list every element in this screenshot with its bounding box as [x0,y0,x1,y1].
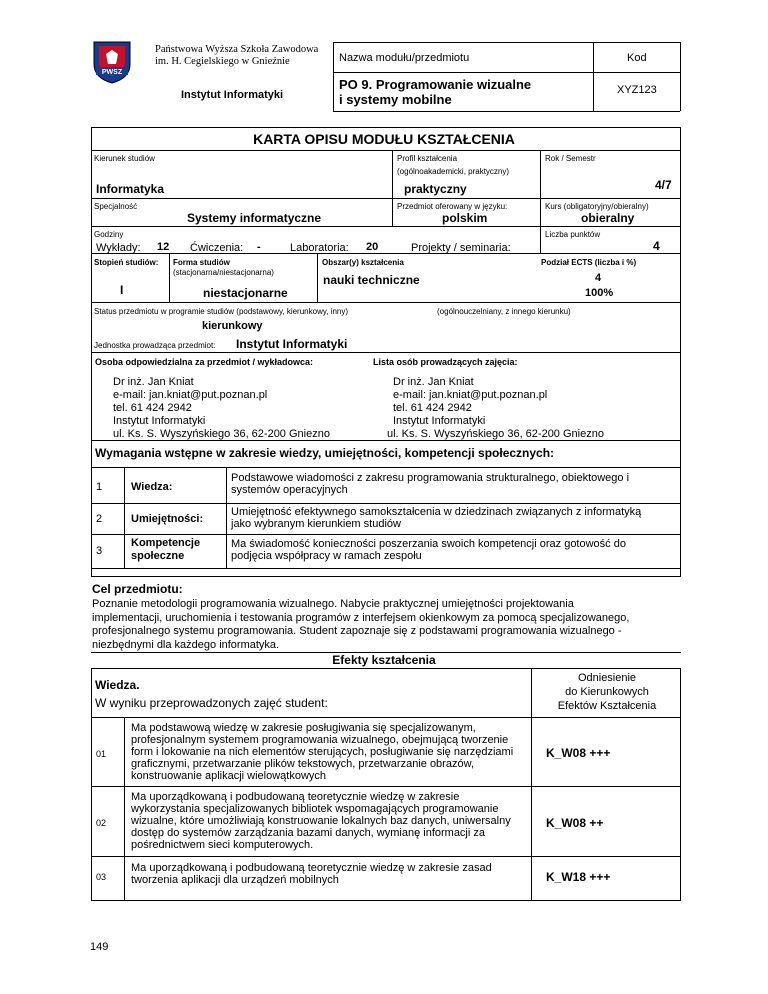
status-label-2: (ogólnouczelniany, z innego kierunku) [437,307,571,316]
punkty-label: Liczba punktów [545,230,601,239]
jednostka-label: Jednostka prowadząca przedmiot: [94,341,216,350]
wyklady-label: Wykłady: [96,242,141,254]
rok-label: Rok / Semestr [545,154,596,163]
specjalnosc-label: Specjalność [94,202,138,211]
kurs-label: Kurs (obligatoryjny/obieralny) [545,202,649,211]
wyklady-value: 12 [157,241,170,253]
module-name-label: Nazwa modułu/przedmiotu [339,52,470,64]
kierunek-label: Kierunek studiów [94,154,155,163]
forma-value: niestacjonarne [203,286,288,300]
laboratoria-value: 20 [366,241,379,253]
obszar-label: Obszar(y) kształcenia [322,258,404,267]
godziny-label: Godziny [94,230,124,239]
wiedza-subtitle: W wyniku przeprowadzonych zajęć student: [95,696,328,710]
stopien-value: I [120,283,124,297]
module-code: XYZ123 [617,84,657,96]
status-label: Status przedmiotu w programie studiów (podstawowy, kierunkowy, inny) [94,307,349,316]
lista-details: Dr inż. Jan Kniat e-mail: jan.kniat@put.poznan.pl tel. 61 424 2942 Instytut Informatyki ul. Ks. S. Wyszyńskiego 36, 62-200 Gniezno [387,376,604,440]
objective-title: Cel przedmiotu: [92,582,183,596]
school-logo [92,40,132,84]
requirements-title: Wymagania wstępne w zakresie wiedzy, umiejętności, kompetencji społecznych: [95,446,555,460]
reference-header: Odniesienie do Kierunkowych Efektów Kształcenia [557,672,657,712]
outcomes-title: Efekty kształcenia [332,653,436,667]
module-name-line2: i systemy mobilne [339,92,452,107]
cwiczenia-value: - [257,241,261,253]
punkty-value: 4 [653,239,660,253]
projekty-label: Projekty / seminaria: [411,242,511,254]
jednostka-value: Instytut Informatyki [236,337,348,351]
school-name-line2: im. H. Cegielskiego w Gnieźnie [155,56,290,67]
jezyk-value: polskim [442,211,488,225]
jezyk-label: Przedmiot oferowany w języku: [397,202,508,211]
forma-label-2: (stacjonarna/niestacjonarna) [173,268,274,277]
obszar-value: nauki techniczne [323,273,420,287]
ects-number: 4 [595,272,602,284]
cwiczenia-label: Ćwiczenia: [190,242,244,254]
rok-value: 4/7 [655,178,672,192]
stopien-label: Stopień studiów: [94,258,159,267]
kurs-value: obieralny [581,211,635,225]
card-title: KARTA OPISU MODUŁU KSZTAŁCENIA [253,131,515,147]
ects-percent: 100% [585,287,614,299]
profil-label: Profil kształcenia [397,154,458,163]
objective-text: Poznanie metodologii programowania wizualnego. Nabycie praktycznej umiejętności projektowania implementacji, uruchomienia i testowania programów z interfejsem okienkowym za pomocą specjalizowanego, profesjonalnego systemu programowania. Student zapoznaje się z podstawami programowania wizualnego - niezbędnymi dla każdego informatyka. [92,598,630,651]
profil-label-2: (ogólnoakademicki, praktyczny) [397,167,510,176]
specjalnosc-value: Systemy informatyczne [187,211,322,225]
laboratoria-label: Laboratoria: [290,242,349,254]
page-number: 149 [90,941,109,953]
kierunek-value: Informatyka [96,182,165,196]
status-value: kierunkowy [202,320,263,332]
lista-label: Lista osób prowadzących zajęcia: [373,357,518,367]
code-label: Kod [627,52,647,64]
profil-value: praktyczny [404,182,467,196]
school-name-line1: Państwowa Wyższa Szkoła Zawodowa [155,44,319,55]
osoba-label: Osoba odpowiedzialna za przedmiot / wykładowca: [95,357,314,367]
module-name-line1: PO 9. Programowanie wizualne [339,77,532,92]
forma-label: Forma studiów [173,258,230,267]
osoba-details: Dr inż. Jan Kniat e-mail: jan.kniat@put.poznan.pl tel. 61 424 2942 Instytut Informatyki ul. Ks. S. Wyszyńskiego 36, 62-200 Gniezno [113,376,330,440]
svg-text:PWSZ: PWSZ [101,69,123,76]
ects-label: Podział ECTS (liczba i %) [541,258,637,267]
institute-name: Instytut Informatyki [181,89,284,101]
wiedza-title: Wiedza. [95,678,140,692]
